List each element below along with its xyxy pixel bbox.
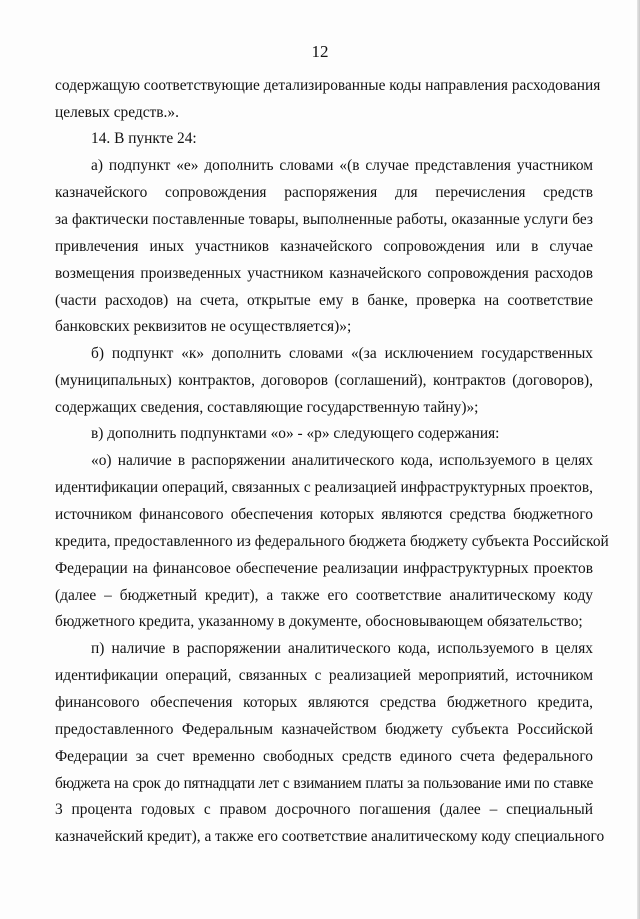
text-line: идентификации операций, связанных с реализацией инфраструктурных проектов,: [55, 479, 593, 496]
text-line: (части расходов) на счета, открытые ему в банке, проверка на соответствие: [55, 292, 593, 309]
text-line: за фактически поставленные товары, выполненные работы, оказанные услуги без: [55, 211, 593, 228]
text-line: предоставленного Федеральным казначейством бюджету субъекта Российской: [55, 721, 593, 738]
text-line: (далее – бюджетный кредит), а также его соответствие аналитическому коду: [55, 587, 593, 604]
text-line: а) подпункт «е» дополнить словами «(в случае представления участником: [91, 157, 593, 174]
text-line: «о) наличие в распоряжении аналитического кода, используемого в целях: [91, 452, 593, 469]
text-line: п) наличие в распоряжении аналитического кода, используемого в целях: [91, 640, 593, 657]
text-line: в) дополнить подпунктами «о» - «р» следующего содержания:: [91, 425, 500, 442]
text-line: Федерации за счет временно свободных средств единого счета федерального: [55, 748, 593, 765]
text-line: казначейского сопровождения распоряжения для перечисления средств: [55, 184, 593, 201]
text-line: бюджетного кредита, указанному в документе, обосновывающем обязательство;: [55, 613, 583, 630]
text-line: Федерации на финансовое обеспечение реализации инфраструктурных проектов: [55, 560, 593, 577]
text-line: банковских реквизитов не осуществляется)»;: [55, 318, 352, 335]
text-line: б) подпункт «к» дополнить словами «(за исключением государственных: [91, 345, 593, 362]
text-line: привлечения иных участников казначейского сопровождения или в случае: [55, 238, 593, 255]
text-line: содержащих сведения, составляющие государственную тайну)»;: [55, 399, 479, 416]
text-line: возмещения произведенных участником казначейского сопровождения расходов: [55, 265, 593, 282]
text-line: источником финансового обеспечения которых являются средства бюджетного: [55, 506, 593, 523]
text-line: идентификации операций, связанных с реализацией мероприятий, источником: [55, 667, 593, 684]
text-line: кредита, предоставленного из федерального бюджета бюджету субъекта Российской: [55, 533, 609, 550]
text-line: содержащую соответствующие детализированные коды направления расходования: [55, 77, 601, 94]
text-line: бюджета на срок до пятнадцати лет с взиманием платы за пользование ими по ставке: [55, 775, 593, 792]
text-line: казначейский кредит), а также его соответствие аналитическому коду специального: [55, 828, 605, 845]
text-line: финансового обеспечения которых являются средства бюджетного кредита,: [55, 694, 593, 711]
text-line: (муниципальных) контрактов, договоров (соглашений), контрактов (договоров),: [55, 372, 593, 389]
text-line: целевых средств.».: [55, 104, 179, 121]
section-heading: 14. В пункте 24:: [91, 130, 197, 147]
page-number: 12: [311, 42, 329, 61]
text-line: 3 процента годовых с правом досрочного погашения (далее – специальный: [55, 801, 593, 818]
